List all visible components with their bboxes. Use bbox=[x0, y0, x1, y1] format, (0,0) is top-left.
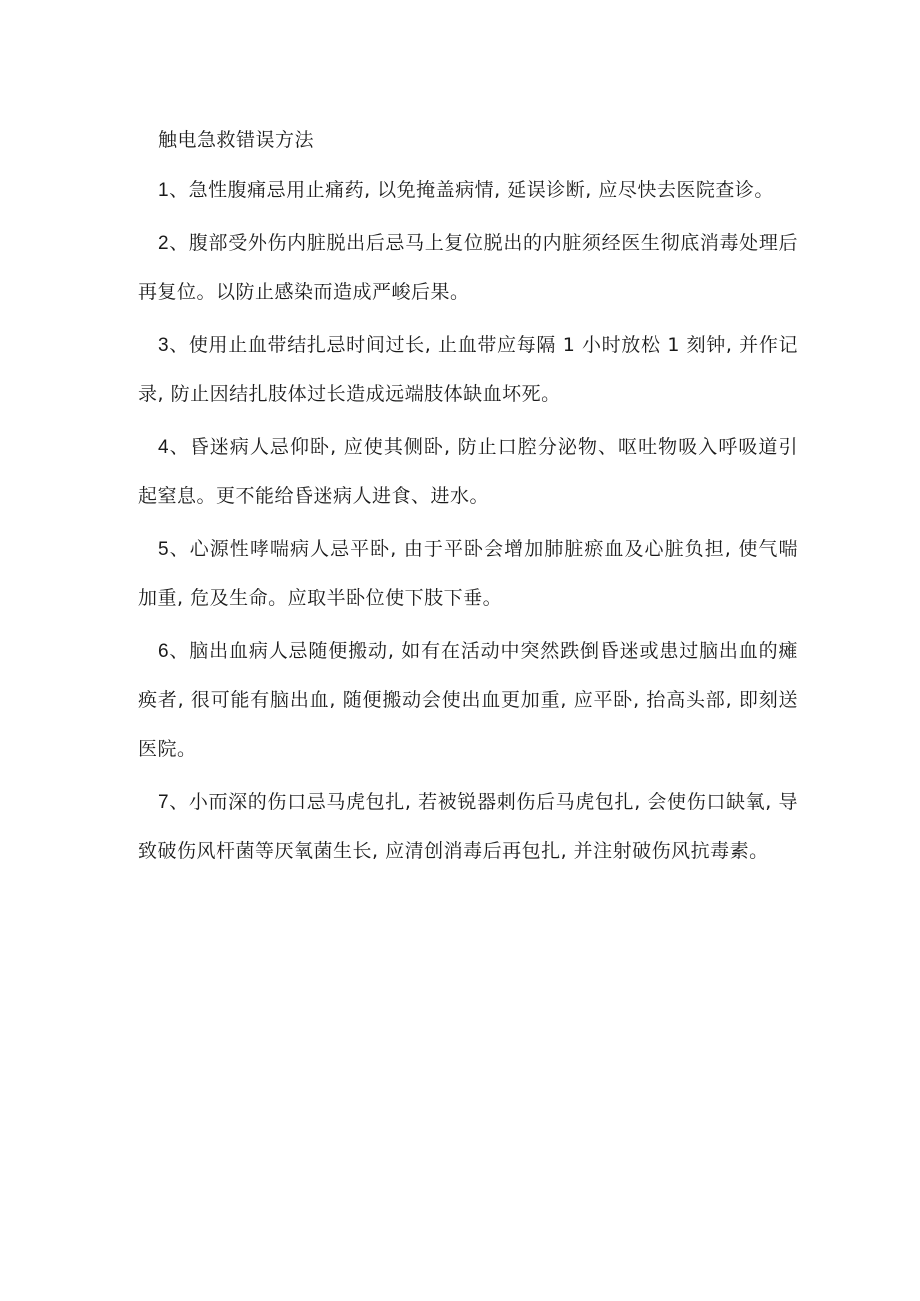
list-item-3 bbox=[138, 321, 798, 419]
item-number: 3 bbox=[158, 335, 170, 356]
item-number: 6 bbox=[158, 641, 170, 662]
item-number: 7 bbox=[158, 792, 170, 813]
item-text: 、脑出血病人忌随便搬动, 如有在活动中突然跌倒昏迷或患过脑出血的瘫痪者, 很可能有脑出血, 随便搬动会使出血更加重, 应平卧, 抬高头部, 即刻送医院。 bbox=[138, 640, 798, 760]
item-text: 、急性腹痛忌用止痛药, 以免掩盖病情, 延误诊断, 应尽快去医院查诊。 bbox=[169, 179, 774, 201]
list-item-7 bbox=[138, 778, 798, 876]
list-item-2 bbox=[138, 219, 798, 317]
item-text: 、小而深的伤口忌马虎包扎, 若被锐器刺伤后马虎包扎, 会使伤口缺氧, 导致破伤风杆菌等厌氧菌生长, 应清创消毒后再包扎, 并注射破伤风抗毒素。 bbox=[138, 791, 798, 862]
item-number: 5 bbox=[158, 539, 170, 560]
document-body bbox=[138, 118, 798, 876]
item-text: 、使用止血带结扎忌时间过长, 止血带应每隔 1 小时放松 1 刻钟, 并作记录, 防止因结扎肢体过长造成远端肢体缺血坏死。 bbox=[138, 334, 798, 405]
document-title: 触电急救错误方法 bbox=[158, 129, 315, 151]
list-item-5 bbox=[138, 525, 798, 623]
list-item-1 bbox=[138, 166, 798, 215]
item-number: 2 bbox=[158, 233, 170, 254]
list-item-6 bbox=[138, 627, 798, 774]
item-text: 、心源性哮喘病人忌平卧, 由于平卧会增加肺脏瘀血及心脏负担, 使气喘加重, 危及生命。应取半卧位使下肢下垂。 bbox=[138, 538, 798, 609]
item-number: 1 bbox=[158, 180, 170, 201]
list-item-4 bbox=[138, 423, 798, 521]
item-number: 4 bbox=[158, 437, 170, 458]
item-text: 、昏迷病人忌仰卧, 应使其侧卧, 防止口腔分泌物、呕吐物吸入呼吸道引起窒息。更不能给昏迷病人进食、进水。 bbox=[138, 436, 798, 507]
item-text: 、腹部受外伤内脏脱出后忌马上复位脱出的内脏须经医生彻底消毒处理后再复位。以防止感染而造成严峻后果。 bbox=[138, 232, 798, 303]
